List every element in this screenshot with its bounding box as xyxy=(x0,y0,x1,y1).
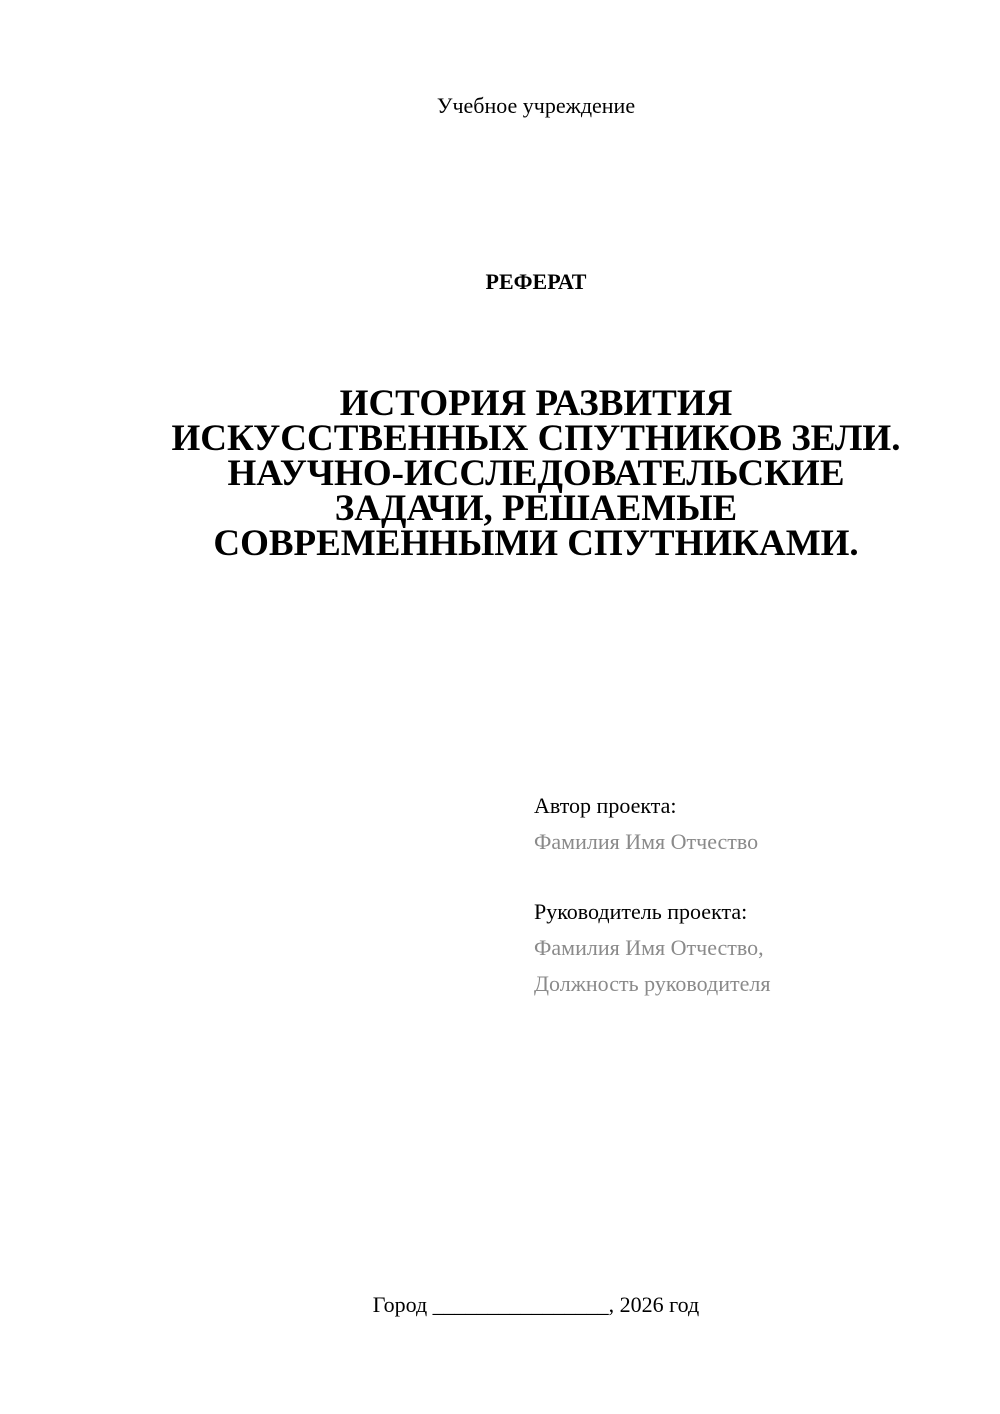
document-type: РЕФЕРАТ xyxy=(485,269,587,294)
supervisor-name: Фамилия Имя Отчество, xyxy=(534,935,764,960)
supervisor-label: Руководитель проекта: xyxy=(534,899,748,924)
institution-name: Учебное учреждение xyxy=(436,93,636,118)
city-year-footer: Город ________________, 2026 год xyxy=(372,1292,700,1317)
title-line: ИСКУССТВЕННЫХ СПУТНИКОВ ЗЕЛИ. xyxy=(171,418,901,459)
info-spacer xyxy=(534,860,974,894)
document-title xyxy=(140,383,932,564)
title-line: НАУЧНО-ИССЛЕДОВАТЕЛЬСКИЕ xyxy=(227,453,845,494)
author-name: Фамилия Имя Отчество xyxy=(534,829,759,854)
author-label: Автор проекта: xyxy=(534,793,677,818)
title-line: ИСТОРИЯ РАЗВИТИЯ xyxy=(339,383,733,424)
supervisor-position: Должность руководителя xyxy=(534,971,771,996)
title-line: ЗАДАЧИ, РЕШАЕМЫЕ xyxy=(334,488,738,529)
project-info xyxy=(534,788,974,1002)
title-line: СОВРЕМЕННЫМИ СПУТНИКАМИ. xyxy=(213,523,859,564)
